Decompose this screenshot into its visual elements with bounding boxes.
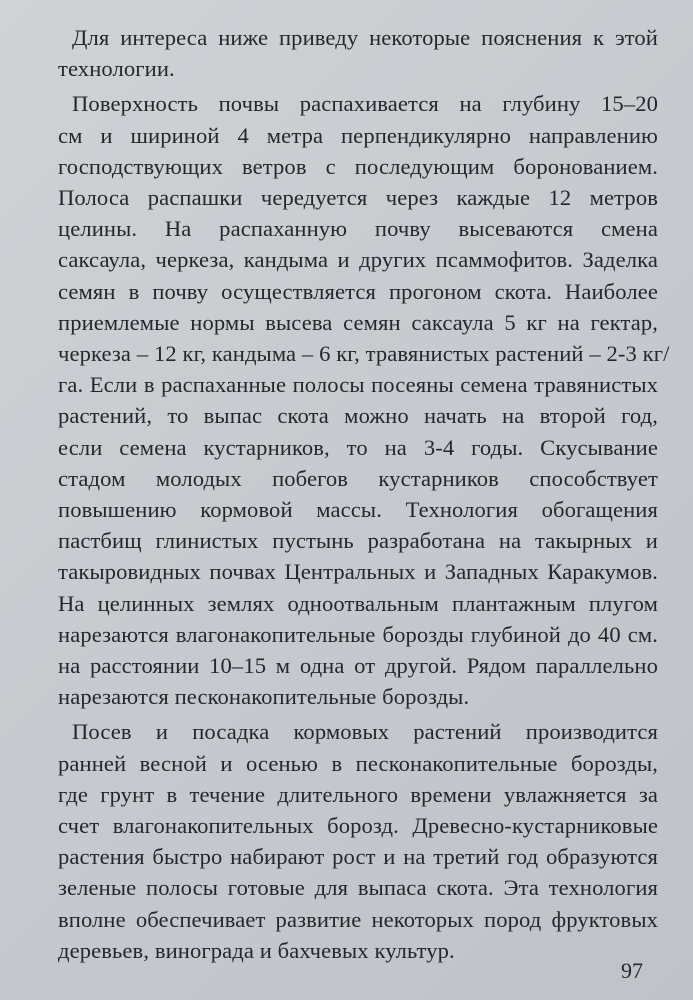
text-line: повышению кормовой массы. Технология обогащения (58, 497, 658, 523)
text-line: где грунт в течение длительного времени увлажняется за (58, 781, 658, 807)
text-line: пастбищ глинистых пустынь разработана на такырных и (58, 528, 658, 554)
text-body (58, 22, 670, 966)
text-line: ранней весной и осенью в песконакопительные борозды, (58, 750, 658, 776)
paragraph-1 (58, 22, 658, 84)
text-line: деревьев, винограда и бахчевых культур. (58, 937, 455, 963)
text-line: растения быстро набирают рост и на третий год образуются (58, 844, 658, 870)
text-line: вполне обеспечивает развитие некоторых пород фруктовых (58, 906, 658, 932)
text-line: такыровидных почвах Центральных и Западных Каракумов. (58, 559, 658, 585)
text-line: растений, то выпас скота можно начать на второй год, (58, 403, 658, 429)
text-line: счет влагонакопительных борозд. Древесно-кустарниковые (58, 813, 658, 839)
paragraph-3 (58, 716, 658, 966)
text-line: технологии. (58, 56, 175, 82)
text-line: см и шириной 4 метра перпендикулярно направлению (58, 122, 658, 148)
text-line: если семена кустарников, то на 3-4 годы. Скусывание (58, 434, 658, 460)
text-line: семян в почву осуществляется прогоном скота. Наиболее (58, 278, 658, 304)
text-line: нарезаются влагонакопительные борозды глубиной до 40 см. (58, 621, 658, 647)
text-line: га. Если в распаханные полосы посеяны семена травянистых (58, 372, 658, 398)
text-line: на расстоянии 10–15 м одна от другой. Рядом параллельно (58, 653, 658, 679)
text-line: Посев и посадка кормовых растений производится (72, 719, 658, 745)
text-line: целины. На распаханную почву высеваются смена (58, 216, 658, 242)
text-line: саксаула, черкеза, кандыма и других псаммофитов. Заделка (58, 247, 658, 273)
text-line: господствующих ветров с последующим боронованием. (58, 153, 658, 179)
text-line: Полоса распашки чередуется через каждые 12 метров (58, 185, 658, 211)
page-number: 97 (621, 958, 643, 983)
text-line: приемлемые нормы высева семян саксаула 5 кг на гектар, (58, 309, 658, 335)
text-line: зеленые полосы готовые для выпаса скота. Эта технология (58, 875, 658, 901)
paragraph-2 (58, 88, 670, 712)
text-line: нарезаются песконакопительные борозды. (58, 684, 470, 710)
text-line: черкеза – 12 кг, кандыма – 6 кг, травянистых растений – 2-3 кг/ (58, 341, 670, 367)
text-line: стадом молодых побегов кустарников способствует (58, 465, 658, 491)
text-line: Поверхность почвы распахивается на глубину 15–20 (72, 91, 658, 117)
text-line: На целинных землях одноотвальным плантажным плугом (58, 590, 658, 616)
text-line: Для интереса ниже приведу некоторые пояснения к этой (72, 25, 658, 50)
